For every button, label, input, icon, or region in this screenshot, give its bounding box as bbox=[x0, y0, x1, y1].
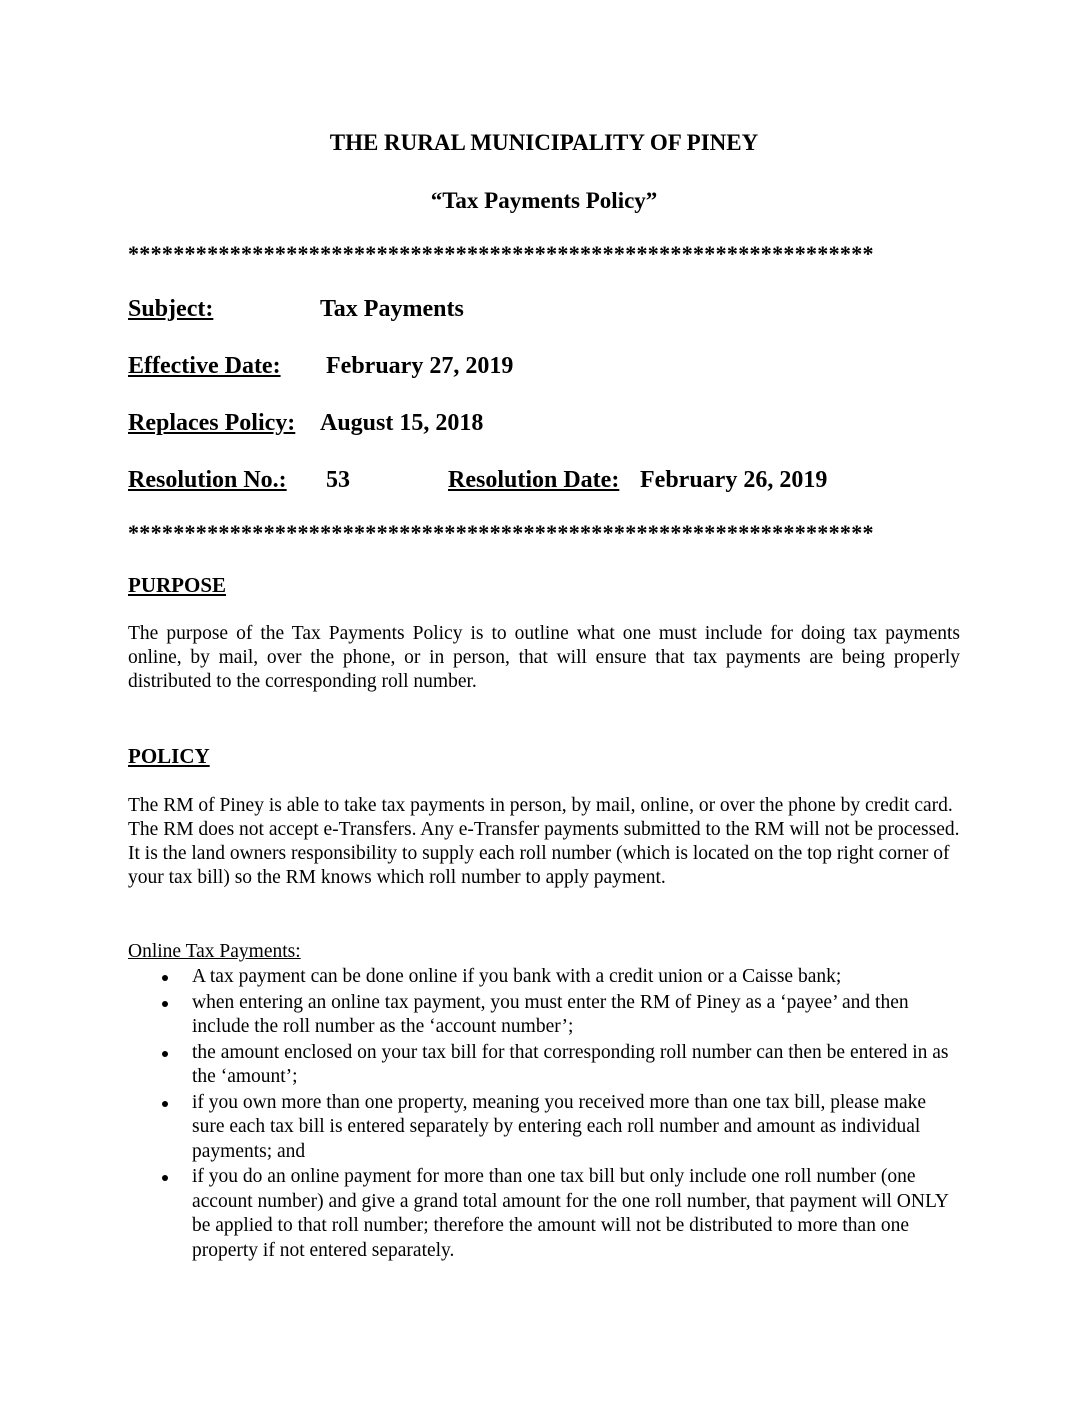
bullet-icon bbox=[162, 1051, 168, 1057]
subject-label: Subject: bbox=[128, 296, 214, 322]
bullet-icon bbox=[162, 1175, 168, 1181]
subject-value: Tax Payments bbox=[320, 296, 464, 322]
list-item bbox=[128, 1091, 960, 1165]
replaces-policy-value: August 15, 2018 bbox=[320, 410, 484, 436]
replaces-policy-label: Replaces Policy: bbox=[128, 410, 296, 436]
bullet-icon bbox=[162, 1001, 168, 1007]
policy-title: “Tax Payments Policy” bbox=[430, 188, 658, 213]
policy-paragraph: The RM of Piney is able to take tax payments in person, by mail, online, or over the phone by credit card. The RM does not accept e-Transfers. Any e-Transfer payments submitted to the RM will not be processed. It is the land owners responsibility to supply each roll number (which is located on the top right corner of your tax bill) so the RM knows which roll number to apply payment. bbox=[128, 795, 960, 888]
resolution-no-value: 53 bbox=[326, 467, 350, 493]
separator-bottom: ****************************************************************** bbox=[128, 520, 874, 545]
bullet-icon bbox=[162, 1101, 168, 1107]
list-item-text: the amount enclosed on your tax bill for that corresponding roll number can then be entered in as the ‘amount’; bbox=[192, 1041, 949, 1087]
list-item bbox=[128, 965, 960, 990]
resolution-date-value: February 26, 2019 bbox=[640, 467, 828, 493]
separator-top: ****************************************************************** bbox=[128, 241, 874, 266]
list-item-text: if you own more than one property, meaning you received more than one tax bill, please make sure each tax bill is entered separately by entering each roll number and amount as individual payments; and bbox=[192, 1091, 927, 1162]
policy-heading: POLICY bbox=[128, 744, 210, 768]
online-payments-heading: Online Tax Payments: bbox=[128, 941, 301, 962]
list-item-text: A tax payment can be done online if you bank with a credit union or a Caisse bank; bbox=[192, 966, 842, 987]
effective-date-label: Effective Date: bbox=[128, 353, 281, 379]
purpose-heading: PURPOSE bbox=[128, 573, 227, 597]
effective-date-value: February 27, 2019 bbox=[326, 353, 514, 379]
organization-title: THE RURAL MUNICIPALITY OF PINEY bbox=[329, 130, 759, 155]
bullet-icon bbox=[162, 975, 168, 981]
resolution-no-label: Resolution No.: bbox=[128, 467, 287, 493]
list-item-text: when entering an online tax payment, you must enter the RM of Piney as a ‘payee’ and then include the roll number as the ‘account number’; bbox=[192, 991, 909, 1037]
list-item bbox=[128, 1165, 960, 1263]
online-payments-list bbox=[128, 965, 960, 1264]
list-item bbox=[128, 1041, 960, 1090]
purpose-paragraph: The purpose of the Tax Payments Policy is to outline what one must include for doing tax payments online, by mail, over the phone, or in person, that will ensure that tax payments are being properly distributed to the corresponding roll number. bbox=[128, 623, 960, 692]
list-item-text: if you do an online payment for more than one tax bill but only include one roll number (one account number) and give a grand total amount for the one roll number, that payment will ONLY be applied to that roll number; therefore the amount will not be distributed to more than one property if not entered separately. bbox=[192, 1166, 949, 1261]
resolution-date-label: Resolution Date: bbox=[448, 467, 620, 493]
list-item bbox=[128, 991, 960, 1040]
